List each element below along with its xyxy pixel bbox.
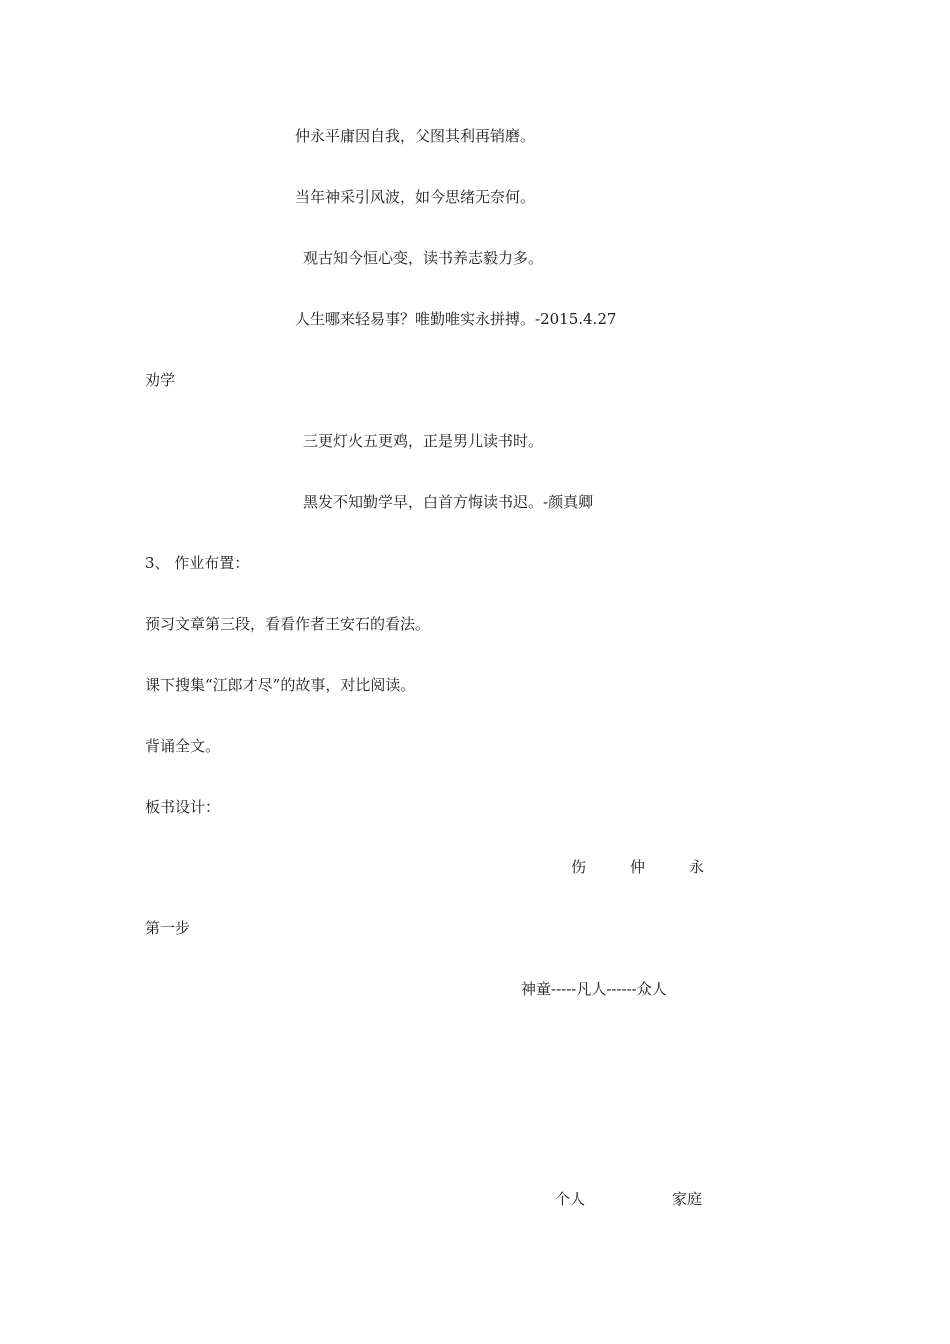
board-factor-1: 个人 (555, 1190, 586, 1208)
exhort-title: 劝学 (145, 371, 176, 389)
homework-item-2: 课下搜集“江郎才尽”的故事，对比阅读。 (145, 676, 416, 694)
poem-line-4: 人生哪来轻易事？唯勤唯实永拼搏。-2015.4.27 (295, 310, 617, 328)
poem-line-3: 观古知今恒心变，读书养志毅力多。 (303, 249, 544, 267)
homework-item-1: 预习文章第三段，看看作者王安石的看法。 (145, 615, 431, 633)
board-progression: 神童-----凡人------众人 (521, 980, 667, 998)
homework-heading: 3、 作业布置： (145, 554, 250, 572)
exhort-line-2: 黑发不知勤学早，白首方悔读书迟。-颜真卿 (303, 493, 594, 511)
board-step-label: 第一步 (145, 919, 191, 937)
board-title-char-2: 仲 (630, 858, 646, 876)
board-title-char-1: 伤 (571, 858, 587, 876)
board-heading: 板书设计： (145, 798, 221, 816)
exhort-line-1: 三更灯火五更鸡，正是男儿读书时。 (303, 432, 544, 450)
homework-item-3: 背诵全文。 (145, 737, 221, 755)
poem-line-1: 仲永平庸因自我，父图其利再销磨。 (295, 127, 536, 145)
board-title-char-3: 永 (689, 858, 705, 876)
poem-line-2: 当年神采引风波，如今思绪无奈何。 (295, 188, 536, 206)
board-factor-2: 家庭 (672, 1190, 703, 1208)
